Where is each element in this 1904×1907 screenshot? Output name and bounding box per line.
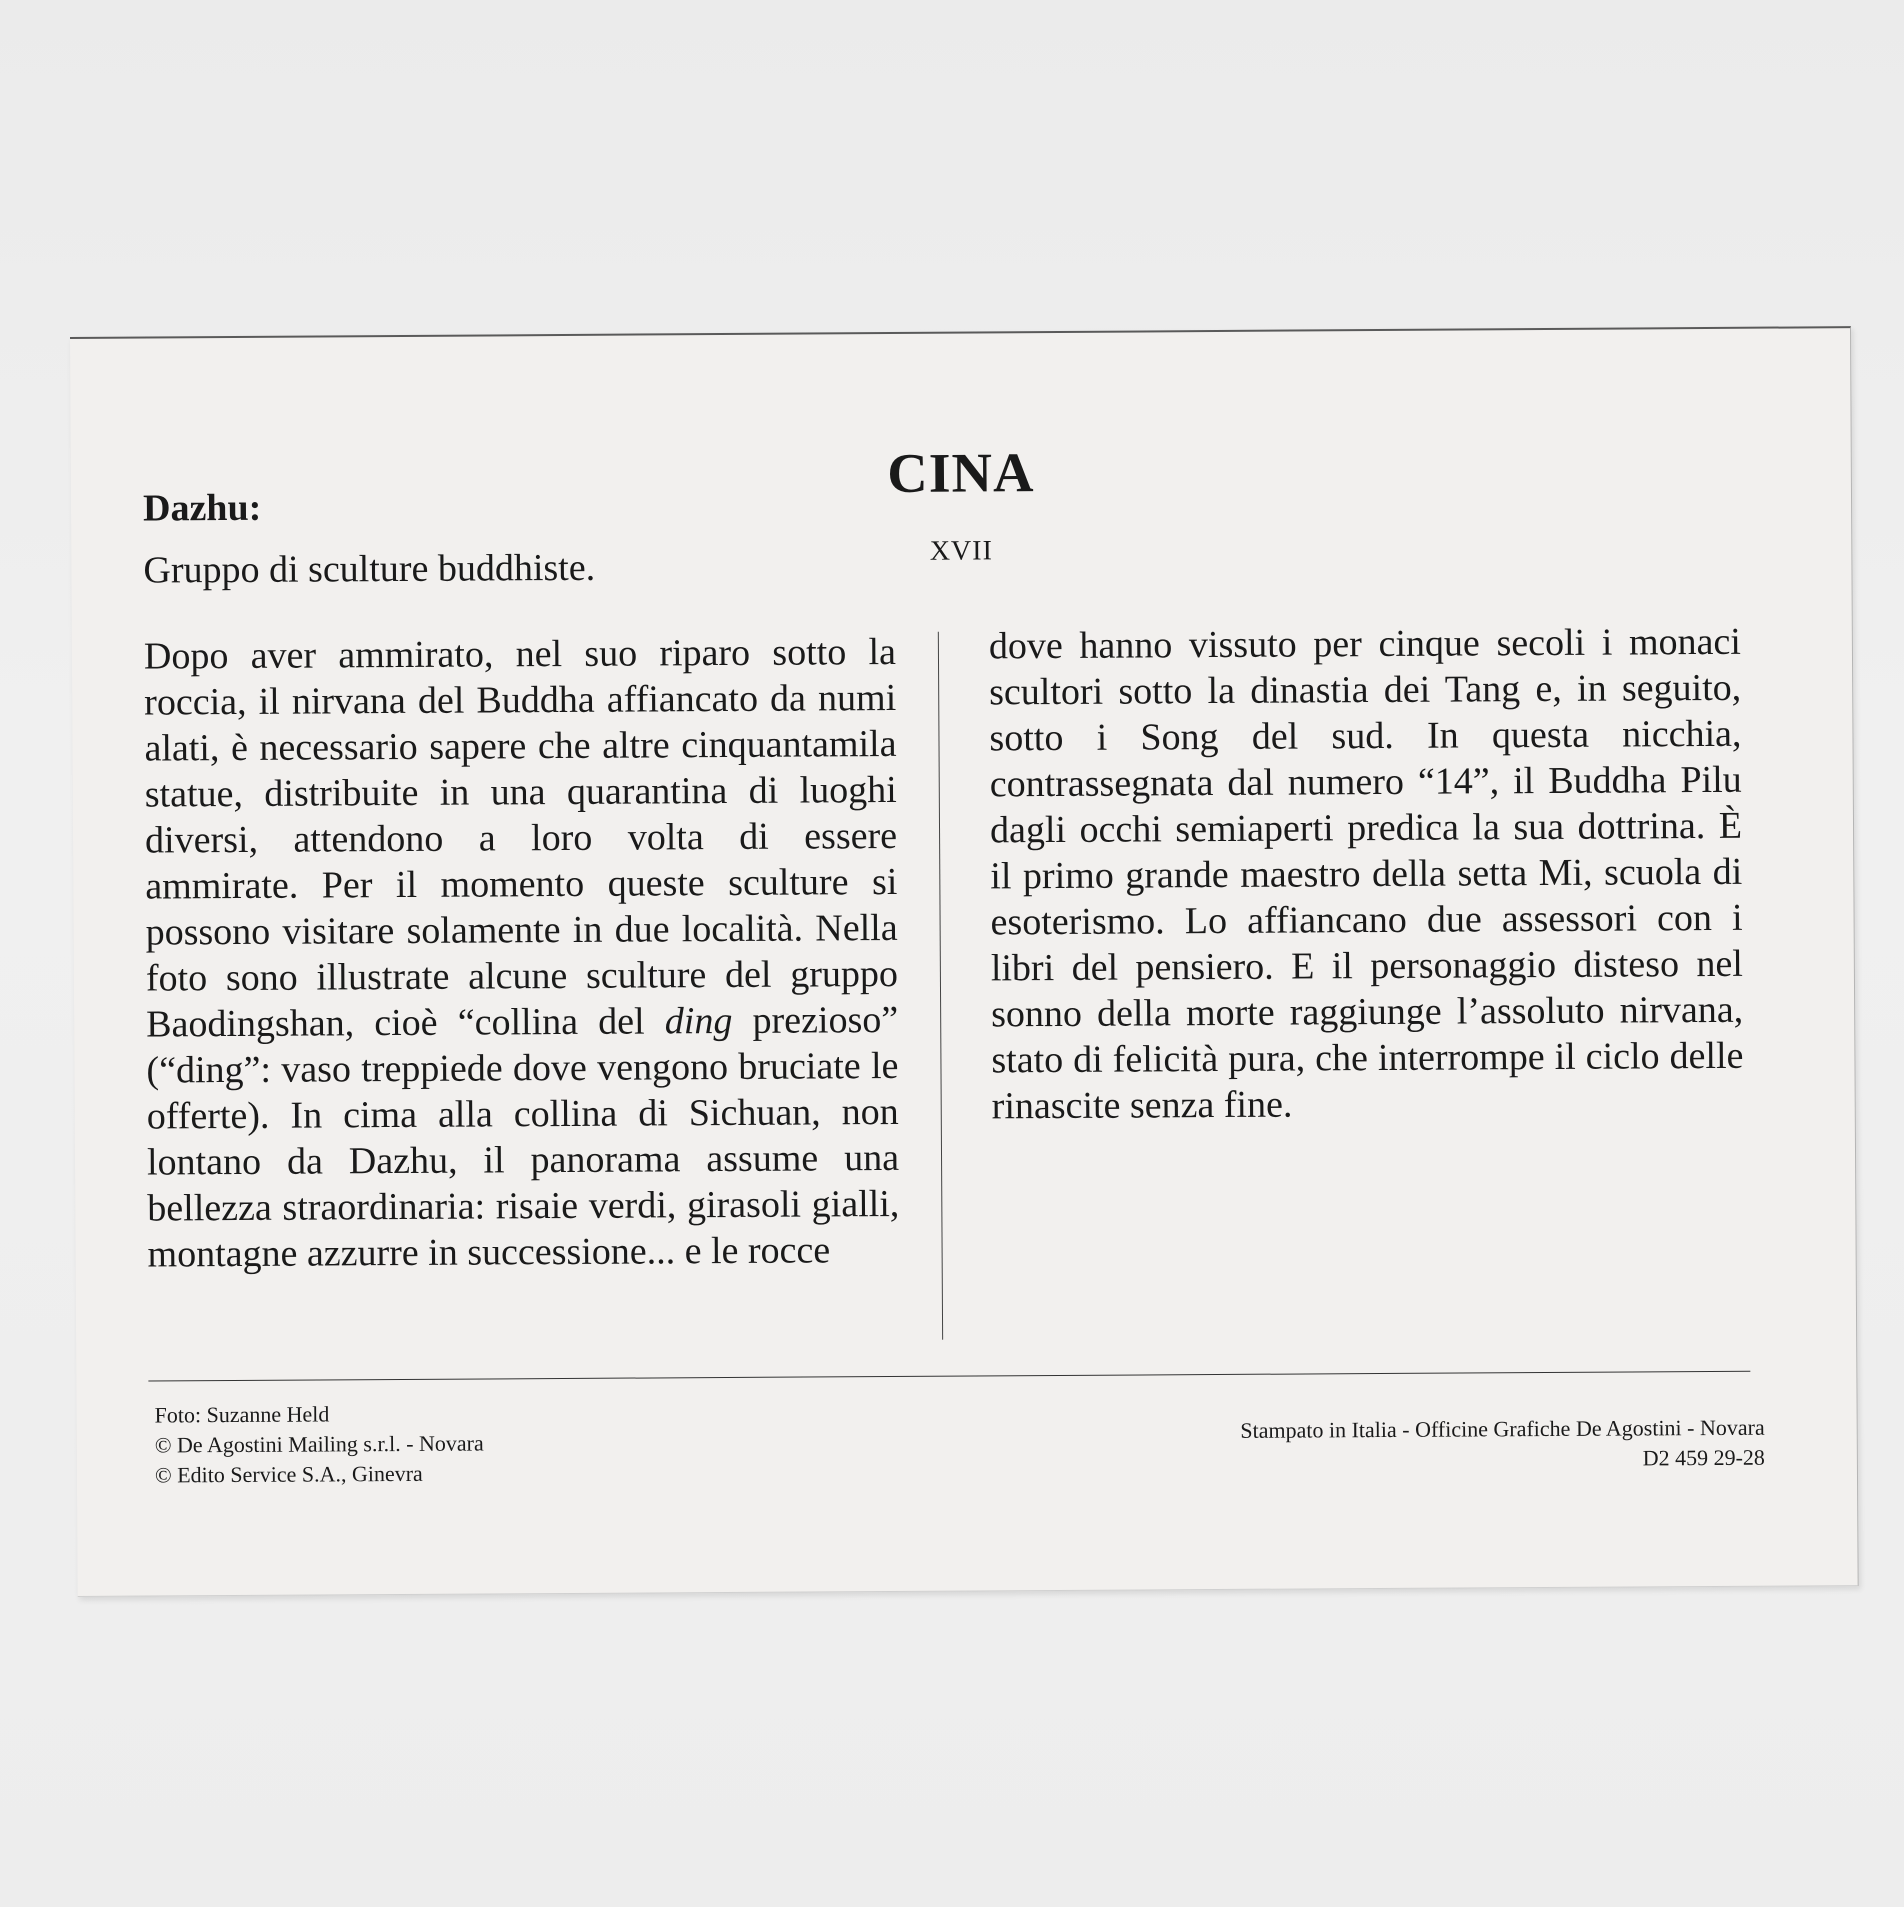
card-title: CINA (887, 442, 1035, 506)
copyright-line-1: © De Agostini Mailing s.r.l. - Novara (154, 1430, 484, 1458)
column-divider (938, 632, 943, 1340)
left-paragraph (144, 629, 900, 1278)
place-heading: Dazhu: (142, 486, 262, 530)
photo-credit: Foto: Suzanne Held (154, 1401, 330, 1428)
right-text-column (989, 619, 1744, 1130)
product-code: D2 459 29-28 (1642, 1444, 1765, 1471)
left-text-part-2: prezioso” (“ding”: vaso treppiede dove vengono bruciate le offerte). In cima alla collina di Sichuan, non lontano da Dazhu, il panorama assume una bellezza straordinaria: risaie verdi, girasoli gialli, montagne azzurre in successione... e le rocce (146, 998, 900, 1276)
left-text-column (144, 629, 900, 1278)
footer-rule (148, 1371, 1750, 1382)
copyright-line-2: © Edito Service S.A., Ginevra (154, 1460, 423, 1488)
credits-block (154, 1398, 484, 1490)
right-paragraph: dove hanno vissuto per cinque secoli i monaci scultori sotto la dinastia dei Tang e, in seguito, sotto i Song del sud. In questa nicchia, contrassegnata dal numero “14”, il Buddha Pilu dagli occhi semiaperti predica la sua dottrina. È il primo grande maestro della setta Mi, scuola di esoterismo. Lo affiancano due assessori con i libri del pensiero. E il personaggio disteso nel sonno della morte raggiunge l’assoluto nirvana, stato di felicità pura, che interrompe il ciclo delle rinascite senza fine. (988, 620, 1744, 1128)
subject-line: Gruppo di sculture buddhiste. (143, 546, 596, 592)
left-text-part-1: Dopo aver ammirato, nel suo riparo sotto la roccia, il nirvana del Buddha affiancato da numi alati, è necessario sapere che altre cinquantamila statue, distribuite in una quarantina di luoghi diversi, attendono a loro volta di essere ammirate. Per il momento queste sculture si possono visitare solamente in due località. Nella foto sono illustrate alcune sculture del gruppo Baodingshan, cioè “collina del (143, 630, 899, 1046)
printer-block (1240, 1413, 1765, 1476)
card-number: XVII (929, 535, 993, 567)
left-text-italic: ding (664, 999, 733, 1043)
printer-line: Stampato in Italia - Officine Grafiche De Agostini - Novara (1240, 1414, 1765, 1443)
postcard-back (70, 326, 1859, 1597)
